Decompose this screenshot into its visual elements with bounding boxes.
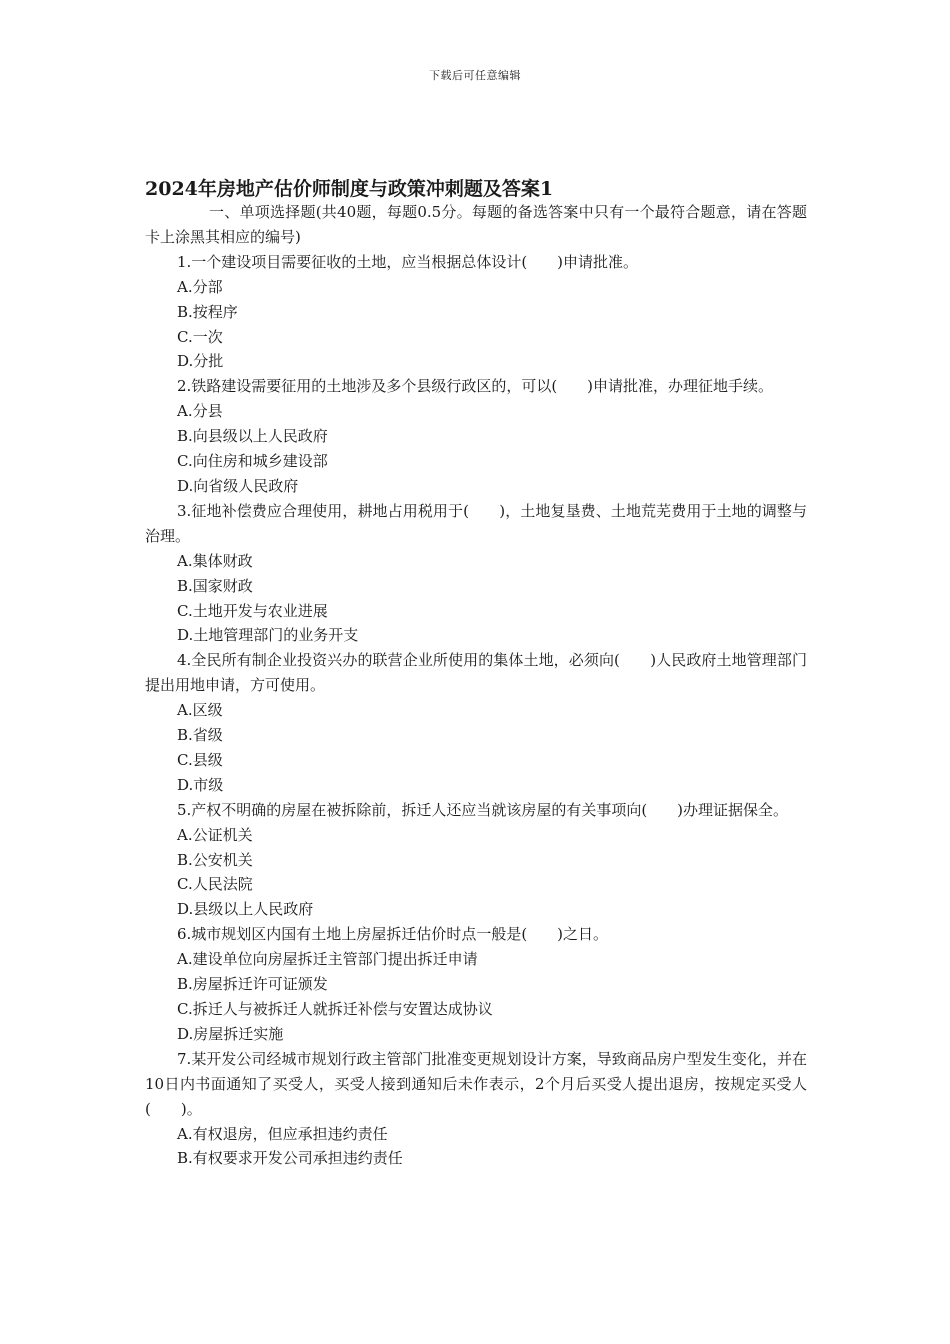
- answer-option: A.分部: [177, 277, 223, 296]
- question-stem: 4.全民所有制企业投资兴办的联营企业所使用的集体土地，必须向( )人民政府土地管理部门提出用地申请，方可使用。: [145, 651, 807, 695]
- answer-option: D.分批: [177, 352, 224, 371]
- document-body: [145, 200, 807, 1171]
- question-stem: 5.产权不明确的房屋在被拆除前，拆迁人还应当就该房屋的有关事项向( )办理证据保全。: [177, 800, 789, 819]
- answer-option: A.建设单位向房屋拆迁主管部门提出拆迁申请: [177, 950, 478, 969]
- answer-option: C.人民法院: [177, 875, 253, 894]
- question-stem: 1.一个建设项目需要征收的土地，应当根据总体设计( )申请批准。: [177, 252, 639, 271]
- page-header: 下载后可任意编辑: [429, 69, 521, 82]
- answer-option: C.拆迁人与被拆迁人就拆迁补偿与安置达成协议: [177, 1000, 493, 1018]
- answer-option: C.土地开发与农业进展: [177, 601, 328, 620]
- question-stem: 3.征地补偿费应合理使用，耕地占用税用于( )，土地复垦费、土地荒芜费用于土地的调整与治理。: [145, 501, 807, 545]
- answer-option: D.县级以上人民政府: [177, 900, 314, 919]
- question-list: [145, 250, 807, 1172]
- answer-option: B.省级: [177, 726, 223, 745]
- section-heading: 一、单项选择题(共40题，每题0.5分。每题的备选答案中只有一个最符合题意，请在答题卡上涂黑其相应的编号): [145, 203, 807, 246]
- question-stem: 2.铁路建设需要征用的土地涉及多个县级行政区的，可以( )申请批准，办理征地手续。: [177, 377, 774, 396]
- question-stem: 7.某开发公司经城市规划行政主管部门批准变更规划设计方案，导致商品房户型发生变化，并在10日内书面通知了买受人，买受人接到通知后未作表示，2个月后买受人提出退房，按规定买受人( )。: [145, 1049, 807, 1118]
- answer-option: A.集体财政: [177, 551, 253, 570]
- answer-option: B.向县级以上人民政府: [177, 427, 328, 446]
- answer-option: D.房屋拆迁实施: [177, 1024, 284, 1043]
- answer-option: A.分县: [177, 402, 223, 421]
- answer-option: D.市级: [177, 775, 224, 794]
- answer-option: C.一次: [177, 327, 223, 346]
- answer-option: A.公证机关: [177, 825, 253, 844]
- answer-option: B.有权要求开发公司承担违约责任: [177, 1149, 403, 1168]
- answer-option: C.向住房和城乡建设部: [177, 452, 328, 471]
- answer-option: C.县级: [177, 750, 223, 769]
- answer-option: A.区级: [177, 701, 223, 720]
- document-title: 2024年房地产估价师制度与政策冲刺题及答案1: [145, 178, 554, 200]
- question-stem: 6.城市规划区内国有土地上房屋拆迁估价时点一般是( )之日。: [177, 925, 609, 944]
- answer-option: B.公安机关: [177, 850, 253, 869]
- answer-option: D.向省级人民政府: [177, 476, 299, 495]
- answer-option: B.房屋拆迁许可证颁发: [177, 975, 328, 994]
- answer-option: B.按程序: [177, 302, 238, 321]
- answer-option: A.有权退房，但应承担违约责任: [177, 1124, 388, 1143]
- answer-option: B.国家财政: [177, 576, 253, 595]
- answer-option: D.土地管理部门的业务开支: [177, 626, 359, 645]
